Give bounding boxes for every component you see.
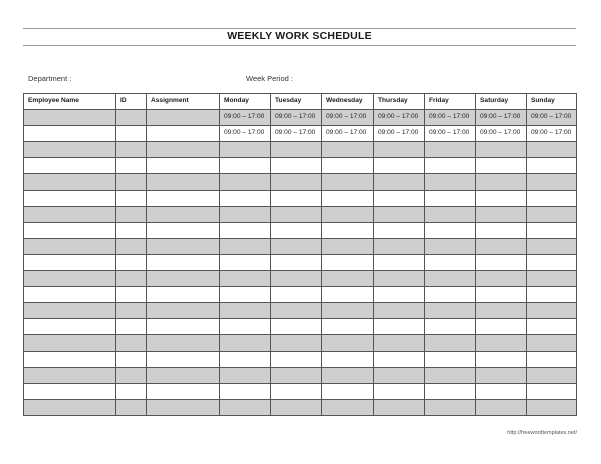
- wednesday-cell[interactable]: 09:00 – 17:00: [322, 110, 374, 126]
- monday-cell[interactable]: [220, 158, 271, 174]
- schedule-body: [24, 110, 577, 416]
- wednesday-cell[interactable]: [322, 158, 374, 174]
- assignment-cell[interactable]: [147, 142, 220, 158]
- assignment-cell[interactable]: [147, 383, 220, 399]
- thursday-cell[interactable]: [374, 351, 425, 367]
- tuesday-cell[interactable]: 09:00 – 17:00: [271, 126, 322, 142]
- wednesday-cell[interactable]: [322, 222, 374, 238]
- employee-name-cell[interactable]: [24, 142, 116, 158]
- schedule-table: [23, 93, 577, 416]
- thursday-cell[interactable]: [374, 206, 425, 222]
- tuesday-cell[interactable]: [271, 238, 322, 254]
- tuesday-cell[interactable]: [271, 206, 322, 222]
- thursday-cell[interactable]: [374, 254, 425, 270]
- tuesday-cell[interactable]: [271, 142, 322, 158]
- assignment-cell[interactable]: [147, 238, 220, 254]
- id-cell[interactable]: [116, 126, 147, 142]
- employee-name-cell[interactable]: [24, 254, 116, 270]
- id-cell[interactable]: [116, 271, 147, 287]
- assignment-cell[interactable]: [147, 335, 220, 351]
- thursday-cell[interactable]: [374, 399, 425, 415]
- thursday-cell[interactable]: [374, 238, 425, 254]
- monday-cell[interactable]: [220, 222, 271, 238]
- thursday-cell[interactable]: [374, 174, 425, 190]
- table-row: [24, 254, 577, 270]
- table-row: [24, 367, 577, 383]
- wednesday-cell[interactable]: [322, 254, 374, 270]
- department-label: Department :: [28, 74, 72, 83]
- assignment-cell[interactable]: [147, 110, 220, 126]
- wednesday-cell[interactable]: [322, 383, 374, 399]
- id-cell[interactable]: [116, 222, 147, 238]
- monday-cell[interactable]: [220, 142, 271, 158]
- sunday-cell[interactable]: [527, 238, 577, 254]
- saturday-cell[interactable]: [476, 174, 527, 190]
- header-tuesday: Tuesday: [271, 94, 322, 110]
- sunday-cell[interactable]: [527, 174, 577, 190]
- sunday-cell[interactable]: [527, 399, 577, 415]
- friday-cell[interactable]: [425, 222, 476, 238]
- thursday-cell[interactable]: [374, 271, 425, 287]
- table-row: [24, 335, 577, 351]
- thursday-cell[interactable]: 09:00 – 17:00: [374, 110, 425, 126]
- table-row: [24, 319, 577, 335]
- saturday-cell[interactable]: [476, 158, 527, 174]
- friday-cell[interactable]: [425, 254, 476, 270]
- tuesday-cell[interactable]: [271, 335, 322, 351]
- assignment-cell[interactable]: [147, 158, 220, 174]
- employee-name-cell[interactable]: [24, 367, 116, 383]
- saturday-cell[interactable]: [476, 303, 527, 319]
- employee-name-cell[interactable]: [24, 126, 116, 142]
- friday-cell[interactable]: [425, 367, 476, 383]
- thursday-cell[interactable]: [374, 319, 425, 335]
- tuesday-cell[interactable]: [271, 222, 322, 238]
- sunday-cell[interactable]: [527, 158, 577, 174]
- employee-name-cell[interactable]: [24, 287, 116, 303]
- assignment-cell[interactable]: [147, 206, 220, 222]
- employee-name-cell[interactable]: [24, 206, 116, 222]
- friday-cell[interactable]: [425, 238, 476, 254]
- tuesday-cell[interactable]: [271, 367, 322, 383]
- saturday-cell[interactable]: [476, 367, 527, 383]
- table-row: [24, 303, 577, 319]
- employee-name-cell[interactable]: [24, 303, 116, 319]
- friday-cell[interactable]: [425, 271, 476, 287]
- assignment-cell[interactable]: [147, 254, 220, 270]
- table-row: [24, 271, 577, 287]
- monday-cell[interactable]: 09:00 – 17:00: [220, 110, 271, 126]
- sunday-cell[interactable]: [527, 351, 577, 367]
- thursday-cell[interactable]: [374, 335, 425, 351]
- title-rule-bottom: [23, 45, 576, 46]
- saturday-cell[interactable]: [476, 254, 527, 270]
- sunday-cell[interactable]: [527, 254, 577, 270]
- monday-cell[interactable]: [220, 174, 271, 190]
- table-row: [24, 238, 577, 254]
- id-cell[interactable]: [116, 206, 147, 222]
- tuesday-cell[interactable]: [271, 351, 322, 367]
- assignment-cell[interactable]: [147, 351, 220, 367]
- employee-name-cell[interactable]: [24, 383, 116, 399]
- sunday-cell[interactable]: [527, 303, 577, 319]
- monday-cell[interactable]: [220, 399, 271, 415]
- saturday-cell[interactable]: [476, 399, 527, 415]
- saturday-cell[interactable]: [476, 206, 527, 222]
- id-cell[interactable]: [116, 238, 147, 254]
- assignment-cell[interactable]: [147, 126, 220, 142]
- employee-name-cell[interactable]: [24, 158, 116, 174]
- table-row: [24, 190, 577, 206]
- id-cell[interactable]: [116, 174, 147, 190]
- tuesday-cell[interactable]: [271, 254, 322, 270]
- monday-cell[interactable]: [220, 383, 271, 399]
- assignment-cell[interactable]: [147, 319, 220, 335]
- table-row: [24, 287, 577, 303]
- saturday-cell[interactable]: [476, 351, 527, 367]
- tuesday-cell[interactable]: 09:00 – 17:00: [271, 110, 322, 126]
- table-row: [24, 206, 577, 222]
- friday-cell[interactable]: [425, 303, 476, 319]
- wednesday-cell[interactable]: [322, 303, 374, 319]
- header-thursday: Thursday: [374, 94, 425, 110]
- saturday-cell[interactable]: [476, 319, 527, 335]
- wednesday-cell[interactable]: 09:00 – 17:00: [322, 126, 374, 142]
- tuesday-cell[interactable]: [271, 399, 322, 415]
- saturday-cell[interactable]: 09:00 – 17:00: [476, 126, 527, 142]
- friday-cell[interactable]: [425, 335, 476, 351]
- monday-cell[interactable]: 09:00 – 17:00: [220, 126, 271, 142]
- wednesday-cell[interactable]: [322, 319, 374, 335]
- friday-cell[interactable]: [425, 190, 476, 206]
- thursday-cell[interactable]: [374, 383, 425, 399]
- monday-cell[interactable]: [220, 238, 271, 254]
- title-rule-top: [23, 28, 576, 29]
- id-cell[interactable]: [116, 383, 147, 399]
- saturday-cell[interactable]: [476, 222, 527, 238]
- friday-cell[interactable]: [425, 399, 476, 415]
- employee-name-cell[interactable]: [24, 222, 116, 238]
- id-cell[interactable]: [116, 142, 147, 158]
- assignment-cell[interactable]: [147, 190, 220, 206]
- wednesday-cell[interactable]: [322, 206, 374, 222]
- assignment-cell[interactable]: [147, 287, 220, 303]
- assignment-cell[interactable]: [147, 222, 220, 238]
- table-row: [24, 126, 577, 142]
- header-friday: Friday: [425, 94, 476, 110]
- id-cell[interactable]: [116, 351, 147, 367]
- sunday-cell[interactable]: [527, 335, 577, 351]
- friday-cell[interactable]: [425, 319, 476, 335]
- watermark-url: http://freewordtemplates.net/: [507, 430, 577, 436]
- sunday-cell[interactable]: [527, 206, 577, 222]
- sunday-cell[interactable]: [527, 383, 577, 399]
- id-cell[interactable]: [116, 367, 147, 383]
- thursday-cell[interactable]: [374, 190, 425, 206]
- table-row: [24, 383, 577, 399]
- thursday-cell[interactable]: [374, 158, 425, 174]
- saturday-cell[interactable]: [476, 335, 527, 351]
- sunday-cell[interactable]: 09:00 – 17:00: [527, 110, 577, 126]
- monday-cell[interactable]: [220, 335, 271, 351]
- monday-cell[interactable]: [220, 319, 271, 335]
- wednesday-cell[interactable]: [322, 367, 374, 383]
- friday-cell[interactable]: 09:00 – 17:00: [425, 126, 476, 142]
- saturday-cell[interactable]: [476, 190, 527, 206]
- sunday-cell[interactable]: [527, 367, 577, 383]
- friday-cell[interactable]: [425, 142, 476, 158]
- friday-cell[interactable]: [425, 206, 476, 222]
- sunday-cell[interactable]: 09:00 – 17:00: [527, 126, 577, 142]
- table-row: [24, 351, 577, 367]
- monday-cell[interactable]: [220, 303, 271, 319]
- id-cell[interactable]: [116, 190, 147, 206]
- week-period-label: Week Period :: [246, 74, 293, 83]
- tuesday-cell[interactable]: [271, 287, 322, 303]
- id-cell[interactable]: [116, 287, 147, 303]
- tuesday-cell[interactable]: [271, 158, 322, 174]
- monday-cell[interactable]: [220, 271, 271, 287]
- saturday-cell[interactable]: [476, 238, 527, 254]
- thursday-cell[interactable]: [374, 222, 425, 238]
- wednesday-cell[interactable]: [322, 287, 374, 303]
- wednesday-cell[interactable]: [322, 351, 374, 367]
- monday-cell[interactable]: [220, 351, 271, 367]
- wednesday-cell[interactable]: [322, 190, 374, 206]
- tuesday-cell[interactable]: [271, 383, 322, 399]
- table-row: [24, 174, 577, 190]
- saturday-cell[interactable]: [476, 271, 527, 287]
- table-row: [24, 110, 577, 126]
- thursday-cell[interactable]: [374, 303, 425, 319]
- employee-name-cell[interactable]: [24, 110, 116, 126]
- id-cell[interactable]: [116, 319, 147, 335]
- tuesday-cell[interactable]: [271, 303, 322, 319]
- friday-cell[interactable]: [425, 174, 476, 190]
- sunday-cell[interactable]: [527, 222, 577, 238]
- thursday-cell[interactable]: 09:00 – 17:00: [374, 126, 425, 142]
- id-cell[interactable]: [116, 158, 147, 174]
- table-row: [24, 399, 577, 415]
- id-cell[interactable]: [116, 303, 147, 319]
- saturday-cell[interactable]: 09:00 – 17:00: [476, 110, 527, 126]
- assignment-cell[interactable]: [147, 367, 220, 383]
- table-row: [24, 158, 577, 174]
- thursday-cell[interactable]: [374, 287, 425, 303]
- friday-cell[interactable]: [425, 158, 476, 174]
- saturday-cell[interactable]: [476, 142, 527, 158]
- header-assignment: Assignment: [147, 94, 220, 110]
- sunday-cell[interactable]: [527, 287, 577, 303]
- monday-cell[interactable]: [220, 254, 271, 270]
- table-row: [24, 142, 577, 158]
- friday-cell[interactable]: [425, 287, 476, 303]
- tuesday-cell[interactable]: [271, 271, 322, 287]
- wednesday-cell[interactable]: [322, 142, 374, 158]
- wednesday-cell[interactable]: [322, 335, 374, 351]
- header-monday: Monday: [220, 94, 271, 110]
- sunday-cell[interactable]: [527, 271, 577, 287]
- tuesday-cell[interactable]: [271, 190, 322, 206]
- wednesday-cell[interactable]: [322, 238, 374, 254]
- monday-cell[interactable]: [220, 190, 271, 206]
- employee-name-cell[interactable]: [24, 238, 116, 254]
- employee-name-cell[interactable]: [24, 271, 116, 287]
- monday-cell[interactable]: [220, 367, 271, 383]
- wednesday-cell[interactable]: [322, 271, 374, 287]
- id-cell[interactable]: [116, 335, 147, 351]
- header-row: [24, 94, 577, 110]
- header-id: ID: [116, 94, 147, 110]
- monday-cell[interactable]: [220, 206, 271, 222]
- page-title: WEEKLY WORK SCHEDULE: [227, 30, 372, 42]
- header-employee-name: Employee Name: [24, 94, 116, 110]
- id-cell[interactable]: [116, 110, 147, 126]
- header-wednesday: Wednesday: [322, 94, 374, 110]
- id-cell[interactable]: [116, 254, 147, 270]
- thursday-cell[interactable]: [374, 367, 425, 383]
- wednesday-cell[interactable]: [322, 174, 374, 190]
- employee-name-cell[interactable]: [24, 399, 116, 415]
- id-cell[interactable]: [116, 399, 147, 415]
- tuesday-cell[interactable]: [271, 319, 322, 335]
- assignment-cell[interactable]: [147, 399, 220, 415]
- sunday-cell[interactable]: [527, 142, 577, 158]
- saturday-cell[interactable]: [476, 383, 527, 399]
- table-row: [24, 222, 577, 238]
- employee-name-cell[interactable]: [24, 351, 116, 367]
- wednesday-cell[interactable]: [322, 399, 374, 415]
- employee-name-cell[interactable]: [24, 319, 116, 335]
- friday-cell[interactable]: [425, 351, 476, 367]
- employee-name-cell[interactable]: [24, 190, 116, 206]
- friday-cell[interactable]: 09:00 – 17:00: [425, 110, 476, 126]
- friday-cell[interactable]: [425, 383, 476, 399]
- monday-cell[interactable]: [220, 287, 271, 303]
- assignment-cell[interactable]: [147, 271, 220, 287]
- header-saturday: Saturday: [476, 94, 527, 110]
- employee-name-cell[interactable]: [24, 174, 116, 190]
- thursday-cell[interactable]: [374, 142, 425, 158]
- sunday-cell[interactable]: [527, 190, 577, 206]
- sunday-cell[interactable]: [527, 319, 577, 335]
- assignment-cell[interactable]: [147, 303, 220, 319]
- saturday-cell[interactable]: [476, 287, 527, 303]
- assignment-cell[interactable]: [147, 174, 220, 190]
- tuesday-cell[interactable]: [271, 174, 322, 190]
- header-sunday: Sunday: [527, 94, 577, 110]
- employee-name-cell[interactable]: [24, 335, 116, 351]
